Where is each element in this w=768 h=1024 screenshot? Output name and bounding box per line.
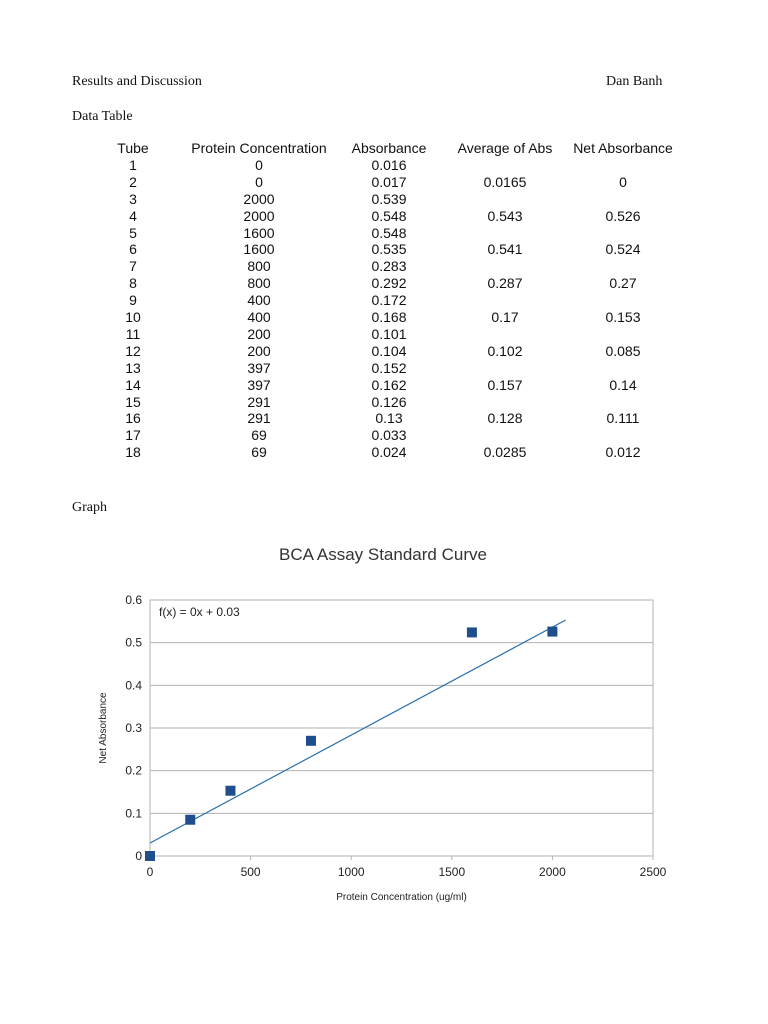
cell-net-absorbance: 0.524 — [605, 241, 641, 258]
cell-absorbance: 0.548 — [371, 224, 407, 241]
cell-tube: 11 — [125, 325, 141, 342]
table-row — [0, 427, 768, 444]
column-header-absorbance: Absorbance — [351, 140, 427, 156]
cell-average-abs: 0.287 — [487, 275, 523, 292]
cell-absorbance: 0.162 — [371, 376, 407, 393]
cell-protein-concentration: 291 — [247, 410, 271, 427]
cell-net-absorbance: 0.111 — [606, 410, 640, 427]
table-row — [0, 157, 768, 174]
cell-net-absorbance: 0 — [619, 173, 627, 190]
cell-net-absorbance: 0.085 — [605, 342, 641, 359]
x-tick-label: 0 — [146, 865, 154, 879]
y-tick-label: 0.2 — [125, 763, 142, 778]
column-header-net-absorbance: Net Absorbance — [573, 140, 673, 156]
table-row — [0, 309, 768, 326]
cell-protein-concentration: 800 — [247, 275, 271, 292]
cell-absorbance: 0.126 — [371, 393, 407, 410]
cell-protein-concentration: 69 — [251, 444, 267, 461]
column-header-average-abs: Average of Abs — [457, 140, 553, 156]
cell-net-absorbance: 0.27 — [609, 275, 637, 292]
cell-absorbance: 0.292 — [371, 275, 407, 292]
data-point — [185, 815, 195, 825]
x-axis-label: Protein Concentration (ug/ml) — [336, 892, 467, 903]
table-row — [0, 360, 768, 377]
x-tick-label: 1000 — [337, 865, 365, 879]
data-point — [306, 736, 316, 746]
cell-absorbance: 0.548 — [371, 207, 407, 224]
cell-net-absorbance: 0.526 — [605, 207, 641, 224]
cell-average-abs: 0.102 — [487, 342, 523, 359]
cell-absorbance: 0.535 — [371, 241, 407, 258]
table-row — [0, 444, 768, 461]
cell-average-abs: 0.17 — [491, 309, 519, 325]
cell-tube: 16 — [125, 410, 141, 427]
table-row — [0, 191, 768, 208]
table-row — [0, 241, 768, 258]
cell-protein-concentration: 291 — [247, 393, 271, 410]
table-heading: Data Table — [72, 109, 133, 124]
cell-tube: 3 — [129, 190, 137, 207]
table-row — [0, 377, 768, 394]
y-tick-label: 0.6 — [125, 593, 142, 607]
cell-protein-concentration: 2000 — [243, 190, 275, 207]
cell-absorbance: 0.283 — [371, 258, 407, 275]
cell-absorbance: 0.016 — [371, 156, 407, 173]
chart-title: BCA Assay Standard Curve — [279, 545, 487, 564]
table-row — [0, 292, 768, 309]
cell-tube: 18 — [125, 444, 141, 461]
cell-protein-concentration: 69 — [251, 427, 267, 444]
cell-tube: 7 — [129, 258, 137, 275]
cell-protein-concentration: 0 — [255, 156, 263, 173]
table-row — [0, 343, 768, 360]
cell-net-absorbance: 0.012 — [605, 444, 641, 461]
cell-tube: 12 — [125, 342, 141, 359]
cell-average-abs: 0.0165 — [483, 173, 527, 190]
table-row — [0, 275, 768, 292]
cell-net-absorbance: 0.14 — [609, 376, 637, 393]
data-point — [145, 851, 155, 861]
y-axis-label: Net Absorbance — [98, 692, 109, 764]
x-tick-label: 500 — [240, 865, 261, 879]
cell-tube: 10 — [125, 309, 141, 325]
cell-average-abs: 0.128 — [487, 410, 523, 427]
table-row — [0, 258, 768, 275]
cell-protein-concentration: 800 — [247, 258, 271, 275]
cell-absorbance: 0.101 — [371, 325, 407, 342]
cell-protein-concentration: 400 — [247, 292, 271, 309]
cell-tube: 9 — [129, 292, 137, 309]
y-tick-label: 0.4 — [125, 678, 142, 693]
y-tick-label: 0 — [135, 849, 142, 863]
x-tick-label: 1500 — [438, 865, 466, 879]
cell-protein-concentration: 397 — [247, 376, 271, 393]
y-tick-label: 0.1 — [125, 806, 142, 821]
graph-heading: Graph — [72, 500, 107, 515]
x-tick-label: 2500 — [639, 865, 667, 879]
cell-absorbance: 0.13 — [375, 410, 403, 427]
page-title: Results and Discussion — [72, 74, 202, 89]
table-row — [0, 225, 768, 242]
cell-tube: 8 — [129, 275, 137, 292]
cell-average-abs: 0.543 — [487, 207, 523, 224]
x-tick-label: 2000 — [539, 865, 566, 879]
cell-absorbance: 0.104 — [371, 342, 407, 359]
cell-tube: 15 — [125, 393, 141, 410]
table-row — [0, 208, 768, 225]
cell-absorbance: 0.017 — [371, 173, 407, 190]
cell-absorbance: 0.024 — [371, 444, 407, 461]
cell-average-abs: 0.541 — [487, 241, 523, 258]
cell-absorbance: 0.539 — [371, 190, 407, 207]
trendline-equation: f(x) = 0x + 0.03 — [159, 605, 240, 619]
data-point — [467, 627, 477, 637]
cell-absorbance: 0.172 — [371, 292, 407, 309]
table-row — [0, 174, 768, 191]
cell-protein-concentration: 200 — [247, 325, 271, 342]
cell-protein-concentration: 397 — [247, 359, 271, 376]
standard-curve-chart — [0, 530, 768, 910]
cell-tube: 5 — [129, 224, 137, 241]
cell-tube: 2 — [129, 173, 137, 190]
cell-protein-concentration: 1600 — [243, 224, 275, 241]
cell-tube: 6 — [129, 241, 137, 258]
cell-tube: 13 — [125, 359, 141, 376]
cell-net-absorbance: 0.153 — [605, 309, 641, 325]
cell-protein-concentration: 2000 — [243, 207, 275, 224]
trendline — [150, 620, 566, 843]
data-point — [547, 627, 557, 637]
y-tick-label: 0.5 — [125, 635, 142, 650]
author-name: Dan Banh — [606, 74, 663, 89]
table-header-row — [0, 140, 768, 157]
y-tick-label: 0.3 — [125, 721, 142, 735]
cell-absorbance: 0.033 — [371, 427, 407, 444]
cell-protein-concentration: 400 — [247, 309, 271, 325]
cell-tube: 4 — [129, 207, 137, 224]
data-point — [225, 786, 235, 796]
cell-tube: 1 — [129, 156, 137, 173]
cell-protein-concentration: 200 — [247, 342, 271, 359]
table-row — [0, 394, 768, 411]
column-header-protein-concentration: Protein Concentration — [191, 140, 327, 156]
table-row — [0, 410, 768, 427]
cell-absorbance: 0.152 — [371, 359, 407, 376]
cell-absorbance: 0.168 — [371, 309, 407, 325]
table-row — [0, 326, 768, 343]
cell-protein-concentration: 0 — [255, 173, 263, 190]
cell-tube: 17 — [125, 427, 141, 444]
cell-protein-concentration: 1600 — [243, 241, 275, 258]
cell-average-abs: 0.157 — [487, 376, 523, 393]
cell-average-abs: 0.0285 — [483, 444, 527, 461]
column-header-tube: Tube — [117, 140, 149, 156]
cell-tube: 14 — [125, 376, 141, 393]
